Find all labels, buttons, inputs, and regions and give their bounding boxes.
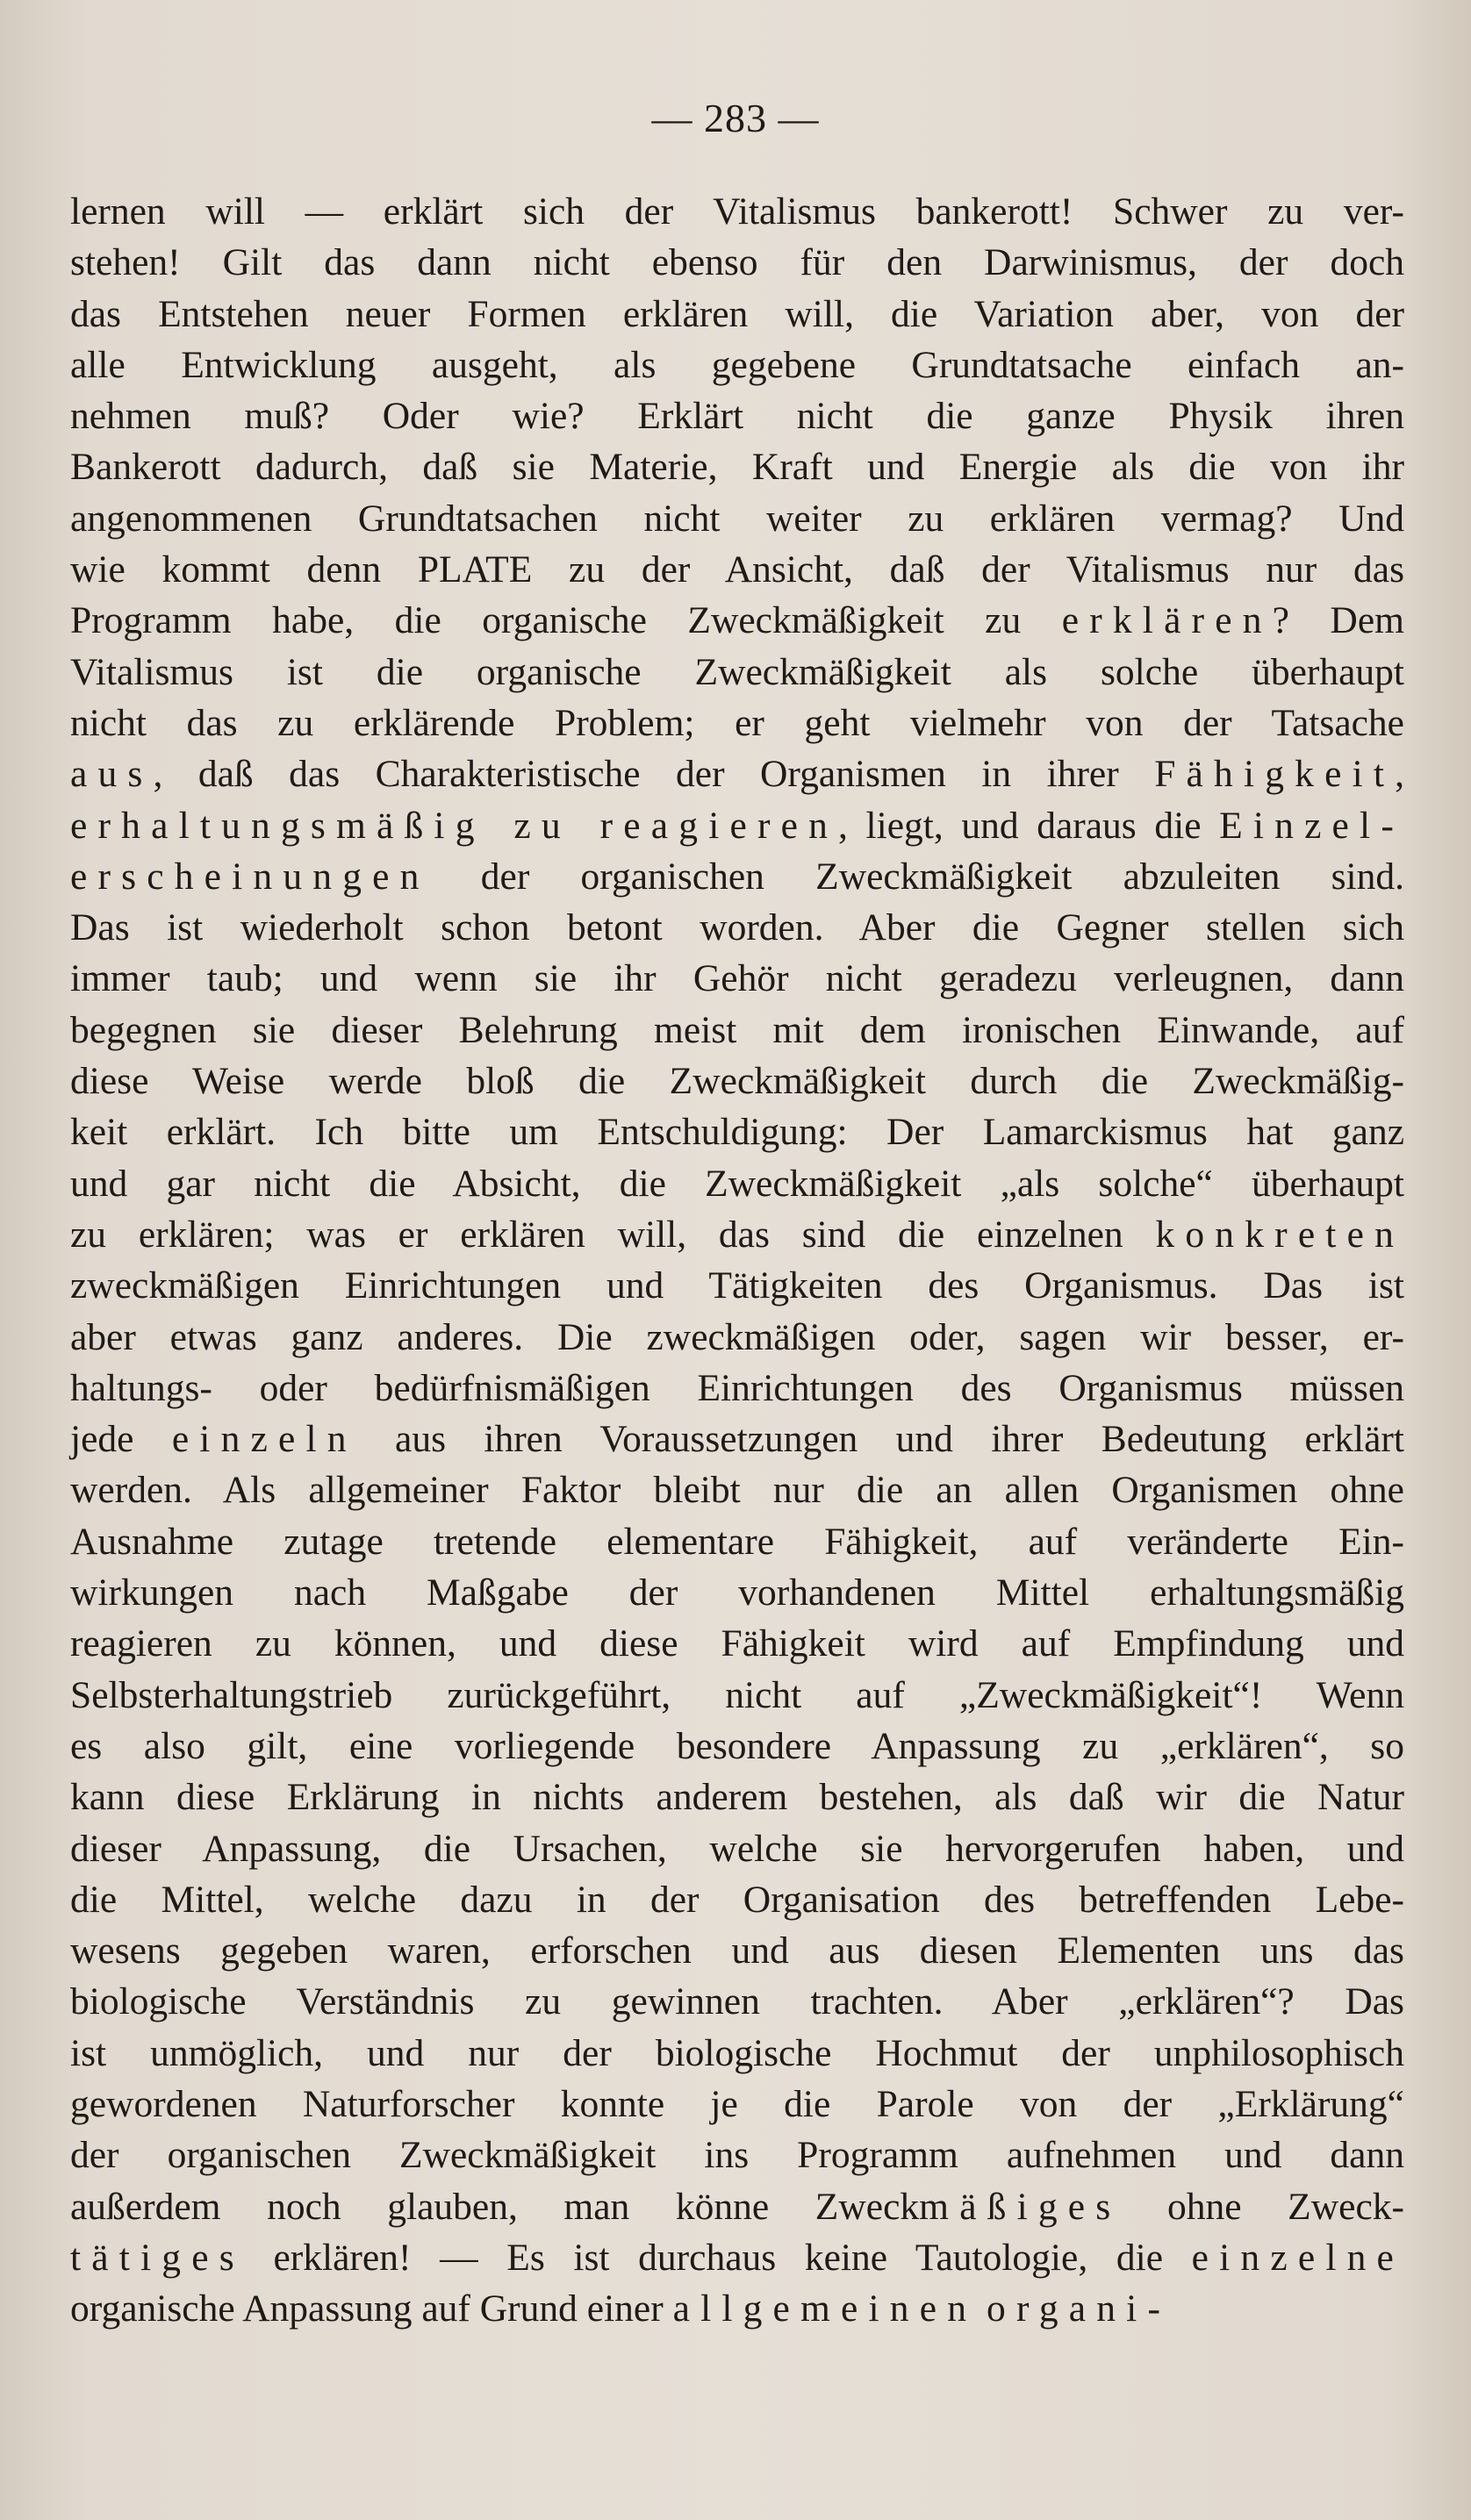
text-segment: Das ist wiederholt schon betont worden. Aber die Gegner stellen sich: [70, 906, 1404, 949]
text-line: [70, 1618, 1404, 1669]
text-segment: außerdem noch glauben, man könne Zweck: [70, 2185, 920, 2228]
text-segment: Programm habe, die organische Zweckmäßigkeit zu: [70, 599, 1062, 642]
emphasized-text: konkreten: [1155, 1213, 1404, 1256]
text-segment: kann diese Erklärung in nichts anderem bestehen, als daß wir die Natur: [70, 1776, 1404, 1819]
text-line: [70, 1823, 1404, 1874]
text-line: [70, 1209, 1404, 1260]
text-segment: , liegt, und daraus die: [838, 804, 1220, 847]
text-segment: und gar nicht die Absicht, die Zweckmäßigkeit „als solche“ überhaupt: [70, 1162, 1404, 1205]
text-line: [70, 1312, 1404, 1363]
text-line: [70, 1414, 1404, 1464]
text-line: [70, 1106, 1404, 1157]
text-line: [70, 902, 1404, 953]
text-line: [70, 1874, 1404, 1925]
text-segment: ohne Zweck-: [1121, 2185, 1404, 2228]
page-number: — 283 —: [651, 96, 820, 140]
text-line: [70, 2079, 1404, 2130]
text-segment: [977, 2287, 987, 2330]
text-segment: nicht das zu erklärende Problem; er geht vielmehr von der Tatsache: [70, 701, 1404, 744]
emphasized-text: mäßiges: [919, 2185, 1122, 2228]
emphasized-text: aus: [70, 753, 154, 796]
text-line: [70, 1925, 1404, 1976]
text-segment: stehen! Gilt das dann nicht ebenso für den Darwinismus, der doch: [70, 241, 1404, 284]
text-line: [70, 441, 1404, 492]
text-segment: Ausnahme zutage tretende elementare Fähigkeit, auf veränderte Ein-: [70, 1520, 1404, 1563]
text-segment: Bankerott dadurch, daß sie Materie, Kraft und Energie als die von ihr: [70, 446, 1404, 489]
emphasized-text: erhaltungsmäßig zu reagieren: [70, 804, 839, 847]
text-line: [70, 390, 1404, 441]
text-segment: ? Dem: [1272, 599, 1404, 642]
text-segment: aber etwas ganz anderes. Die zweckmäßigen oder, sagen wir besser, er-: [70, 1315, 1404, 1358]
text-segment: immer taub; und wenn sie ihr Gehör nicht geradezu verleugnen, dann: [70, 957, 1404, 1000]
text-segment: diese Weise werde bloß die Zweckmäßigkeit durch die Zweckmäßig-: [70, 1060, 1404, 1103]
text-line: [70, 647, 1404, 698]
emphasized-text: organi-: [987, 2287, 1172, 2330]
text-line: [70, 2283, 1404, 2334]
text-line: [70, 1005, 1404, 1056]
text-line: [70, 748, 1404, 799]
text-segment: Selbsterhaltungstrieb zurückgeführt, nicht auf „Zweckmäßigkeit“! Wenn: [70, 1673, 1404, 1716]
text-segment: alle Entwicklung ausgeht, als gegebene Grundtatsache einfach an-: [70, 343, 1404, 386]
text-segment: ,: [1395, 753, 1404, 796]
text-line: [70, 1158, 1404, 1209]
text-line: [70, 340, 1404, 390]
text-line: [70, 1670, 1404, 1721]
emphasized-text: Fähigkeit: [1154, 753, 1396, 796]
text-line: [70, 1056, 1404, 1106]
emphasized-text: allgemeinen: [672, 2287, 978, 2330]
text-line: [70, 800, 1404, 851]
text-line: [70, 1976, 1404, 2027]
text-line: [70, 2028, 1404, 2079]
text-segment: , daß das Charakteristische der Organismen in ihrer: [153, 753, 1155, 796]
emphasized-text: einzeln: [171, 1418, 357, 1461]
text-segment: jede: [70, 1418, 172, 1461]
text-line: [70, 1516, 1404, 1567]
text-line: [70, 2232, 1404, 2283]
emphasized-text: tätiges: [70, 2236, 245, 2279]
text-segment: wirkungen nach Maßgabe der vorhandenen Mittel erhaltungsmäßig: [70, 1571, 1404, 1614]
text-line: [70, 698, 1404, 748]
text-line: [70, 953, 1404, 1004]
text-segment: Vitalismus ist die organische Zweckmäßigkeit als solche überhaupt: [70, 650, 1404, 693]
text-line: [70, 2130, 1404, 2180]
text-line: [70, 493, 1404, 544]
text-line: [70, 1464, 1404, 1515]
text-line: [70, 544, 1404, 595]
text-segment: dieser Anpassung, die Ursachen, welche sie hervorgerufen haben, und: [70, 1827, 1404, 1870]
text-segment: das Entstehen neuer Formen erklären will, die Variation aber, von der: [70, 292, 1404, 335]
text-line: [70, 1567, 1404, 1618]
text-segment: angenommenen Grundtatsachen nicht weiter zu erklären vermag? Und: [70, 497, 1404, 540]
text-line: [70, 1772, 1404, 1822]
text-segment: zweckmäßigen Einrichtungen und Tätigkeiten des Organismus. Das ist: [70, 1264, 1404, 1307]
text-segment: der organischen Zweckmäßigkeit ins Programm aufnehmen und dann: [70, 2134, 1404, 2177]
text-segment: begegnen sie dieser Belehrung meist mit dem ironischen Einwande, auf: [70, 1008, 1404, 1051]
text-segment: keit erklärt. Ich bitte um Entschuldigung: Der Lamarckismus hat ganz: [70, 1111, 1404, 1154]
text-segment: gewordenen Naturforscher konnte je die Parole von der „Erklärung“: [70, 2082, 1404, 2125]
text-segment: organische Anpassung auf Grund einer: [70, 2287, 673, 2330]
body-text: [70, 186, 1404, 2334]
text-line: [70, 289, 1404, 340]
text-segment: aus ihren Voraussetzungen und ihrer Bedeutung erklärt: [356, 1418, 1404, 1461]
emphasized-text: Einzel-: [1219, 804, 1404, 847]
text-segment: wie kommt denn PLATE zu der Ansicht, daß der Vitalismus nur das: [70, 548, 1404, 591]
text-segment: es also gilt, eine vorliegende besondere Anpassung zu „erklären“, so: [70, 1724, 1404, 1767]
text-line: [70, 237, 1404, 288]
emphasized-text: einzelne: [1191, 2236, 1404, 2279]
emphasized-text: erscheinungen: [70, 855, 430, 898]
text-segment: lernen will — erklärt sich der Vitalismus bankerott! Schwer zu ver-: [70, 190, 1404, 233]
text-segment: werden. Als allgemeiner Faktor bleibt nur die an allen Organismen ohne: [70, 1469, 1404, 1512]
text-segment: reagieren zu können, und diese Fähigkeit wird auf Empfindung und: [70, 1622, 1404, 1665]
text-segment: nehmen muß? Oder wie? Erklärt nicht die ganze Physik ihren: [70, 395, 1404, 438]
text-segment: der organischen Zweckmäßigkeit abzuleiten sind.: [429, 855, 1404, 898]
text-line: [70, 851, 1404, 902]
text-line: [70, 595, 1404, 646]
text-segment: biologische Verständnis zu gewinnen trachten. Aber „erklären“? Das: [70, 1980, 1404, 2023]
text-line: [70, 1721, 1404, 1772]
text-segment: haltungs- oder bedürfnismäßigen Einrichtungen des Organismus müssen: [70, 1366, 1404, 1409]
text-line: [70, 1260, 1404, 1311]
text-segment: wesens gegeben waren, erforschen und aus diesen Elementen uns das: [70, 1929, 1404, 1972]
text-segment: zu erklären; was er erklären will, das sind die einzelnen: [70, 1213, 1156, 1256]
text-line: [70, 186, 1404, 237]
text-line: [70, 2181, 1404, 2232]
emphasized-text: erklären: [1061, 599, 1273, 642]
text-segment: die Mittel, welche dazu in der Organisation des betreffenden Lebe-: [70, 1878, 1404, 1921]
text-segment: ist unmöglich, und nur der biologische Hochmut der unphilosophisch: [70, 2031, 1404, 2074]
text-segment: erklären! — Es ist durchaus keine Tautologie, die: [244, 2236, 1192, 2279]
text-line: [70, 1363, 1404, 1414]
